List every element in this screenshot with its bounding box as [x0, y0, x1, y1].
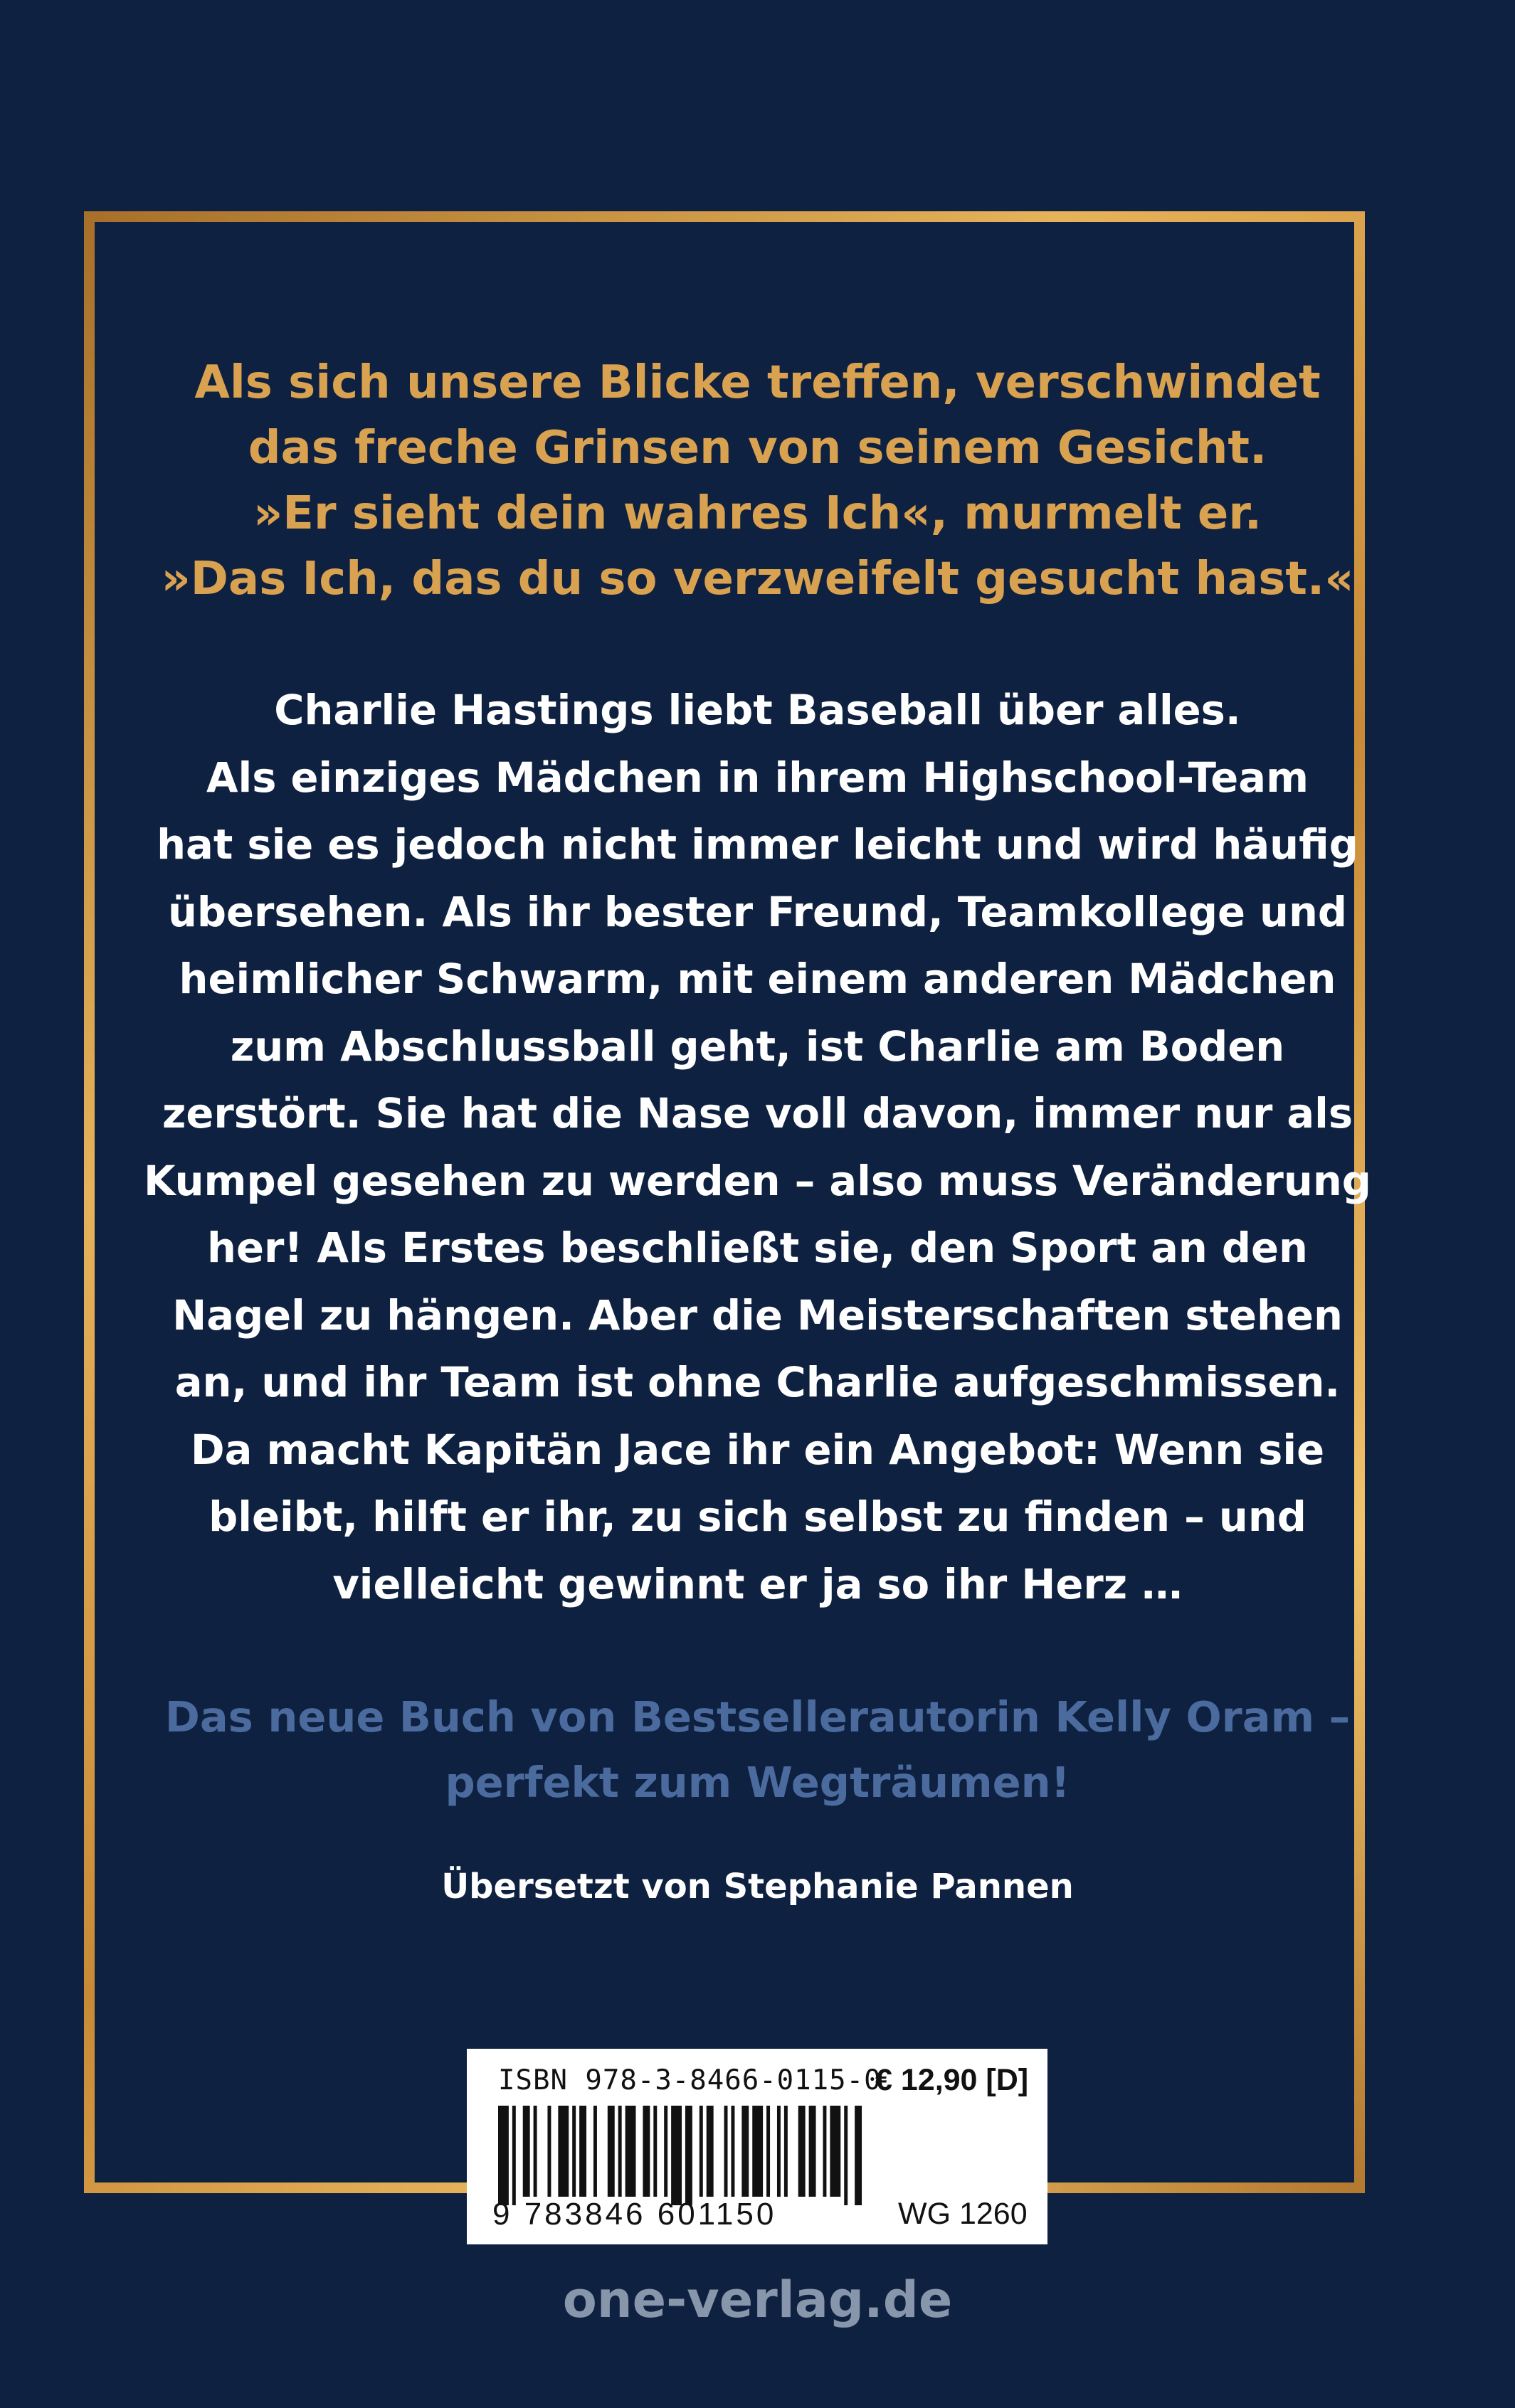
barcode-bar — [784, 2106, 788, 2197]
barcode-bar — [707, 2106, 714, 2197]
barcode-bar — [498, 2106, 509, 2205]
synopsis-line: bleibt, hilft er ihr, zu sich selbst zu finden – und — [208, 1493, 1307, 1541]
barcode-bar — [752, 2106, 763, 2197]
barcode-bar — [653, 2106, 657, 2197]
barcode-bar — [724, 2106, 728, 2197]
barcode-bar — [523, 2106, 530, 2197]
barcode-bar — [741, 2106, 749, 2197]
publisher-website: one-verlag.de — [562, 2271, 953, 2329]
barcode-bar — [731, 2106, 734, 2197]
isbn-text: ISBN 978-3-8466-0115-0 — [498, 2064, 882, 2096]
translator-credit: Übersetzt von Stephanie Pannen — [441, 1867, 1074, 1906]
barcode-bar — [512, 2106, 516, 2205]
barcode-bar — [798, 2106, 806, 2197]
quote-line: »Er sieht dein wahres Ich«, murmelt er. — [253, 487, 1262, 540]
price-label: € 12,90 [D] — [875, 2063, 1029, 2097]
barcode-bar — [766, 2106, 770, 2197]
barcode-bar — [608, 2106, 615, 2197]
synopsis-line: heimlicher Schwarm, mit einem anderen Mädchen — [179, 955, 1336, 1003]
barcode-bar — [809, 2106, 816, 2197]
synopsis-line: hat sie es jedoch nicht immer leicht und wird häufig — [157, 821, 1358, 869]
synopsis-line: her! Als Erstes beschließt sie, den Sport an den — [207, 1224, 1308, 1272]
barcode-bar — [547, 2106, 551, 2197]
barcode-bar — [777, 2106, 781, 2197]
barcode-label — [467, 2049, 1047, 2244]
barcode-bar — [685, 2106, 692, 2205]
warengruppe-code: WG 1260 — [898, 2197, 1028, 2231]
barcode-bars — [498, 2106, 865, 2205]
synopsis-line: Da macht Kapitän Jace ihr ein Angebot: Wenn sie — [190, 1426, 1325, 1474]
synopsis-line: vielleicht gewinnt er ja so ihr Herz … — [332, 1560, 1183, 1608]
barcode-bar — [572, 2106, 576, 2197]
synopsis-line: Als einziges Mädchen in ihrem Highschool-Team — [206, 753, 1309, 802]
quote-line: das freche Grinsen von seinem Gesicht. — [248, 422, 1267, 474]
quote-line: »Das Ich, das du so verzweifelt gesucht hast.« — [161, 553, 1354, 605]
synopsis-line: Charlie Hastings liebt Baseball über alles. — [274, 686, 1241, 734]
pull-quote — [0, 350, 1515, 612]
tagline-line: perfekt zum Wegträumen! — [445, 1758, 1070, 1807]
barcode-bar — [593, 2106, 597, 2197]
barcode-bar — [625, 2106, 636, 2197]
barcode-bar — [643, 2106, 650, 2197]
barcode-bar — [664, 2106, 667, 2197]
synopsis-line: Nagel zu hängen. Aber die Meisterschaften stehen — [172, 1291, 1343, 1340]
synopsis-line: übersehen. Als ihr bester Freund, Teamkollege und — [167, 888, 1348, 936]
quote-line: Als sich unsere Blicke treffen, verschwindet — [194, 356, 1321, 409]
synopsis-line: Kumpel gesehen zu werden – also muss Veränderung — [144, 1157, 1371, 1205]
author-tagline — [0, 1685, 1515, 1815]
barcode-bar — [579, 2106, 586, 2197]
synopsis-line: zum Abschlussball geht, ist Charlie am Boden — [230, 1022, 1285, 1071]
tagline-line: Das neue Buch von Bestsellerautorin Kelly Oram – — [164, 1692, 1351, 1741]
barcode-digits: 9 783846 601150 — [492, 2197, 777, 2232]
barcode-bar — [844, 2106, 848, 2205]
barcode-bar — [558, 2106, 569, 2197]
barcode-bar — [534, 2106, 537, 2197]
barcode-bar — [700, 2106, 703, 2197]
barcode-bar — [671, 2106, 682, 2205]
barcode-bar — [830, 2106, 840, 2197]
synopsis-line: zerstört. Sie hat die Nase voll davon, immer nur als — [162, 1090, 1353, 1137]
barcode-bar — [618, 2106, 622, 2197]
barcode-bar — [823, 2106, 826, 2197]
synopsis-line: an, und ihr Team ist ohne Charlie aufgeschmissen. — [174, 1359, 1341, 1406]
synopsis — [0, 677, 1515, 1618]
barcode-bar — [855, 2106, 862, 2205]
